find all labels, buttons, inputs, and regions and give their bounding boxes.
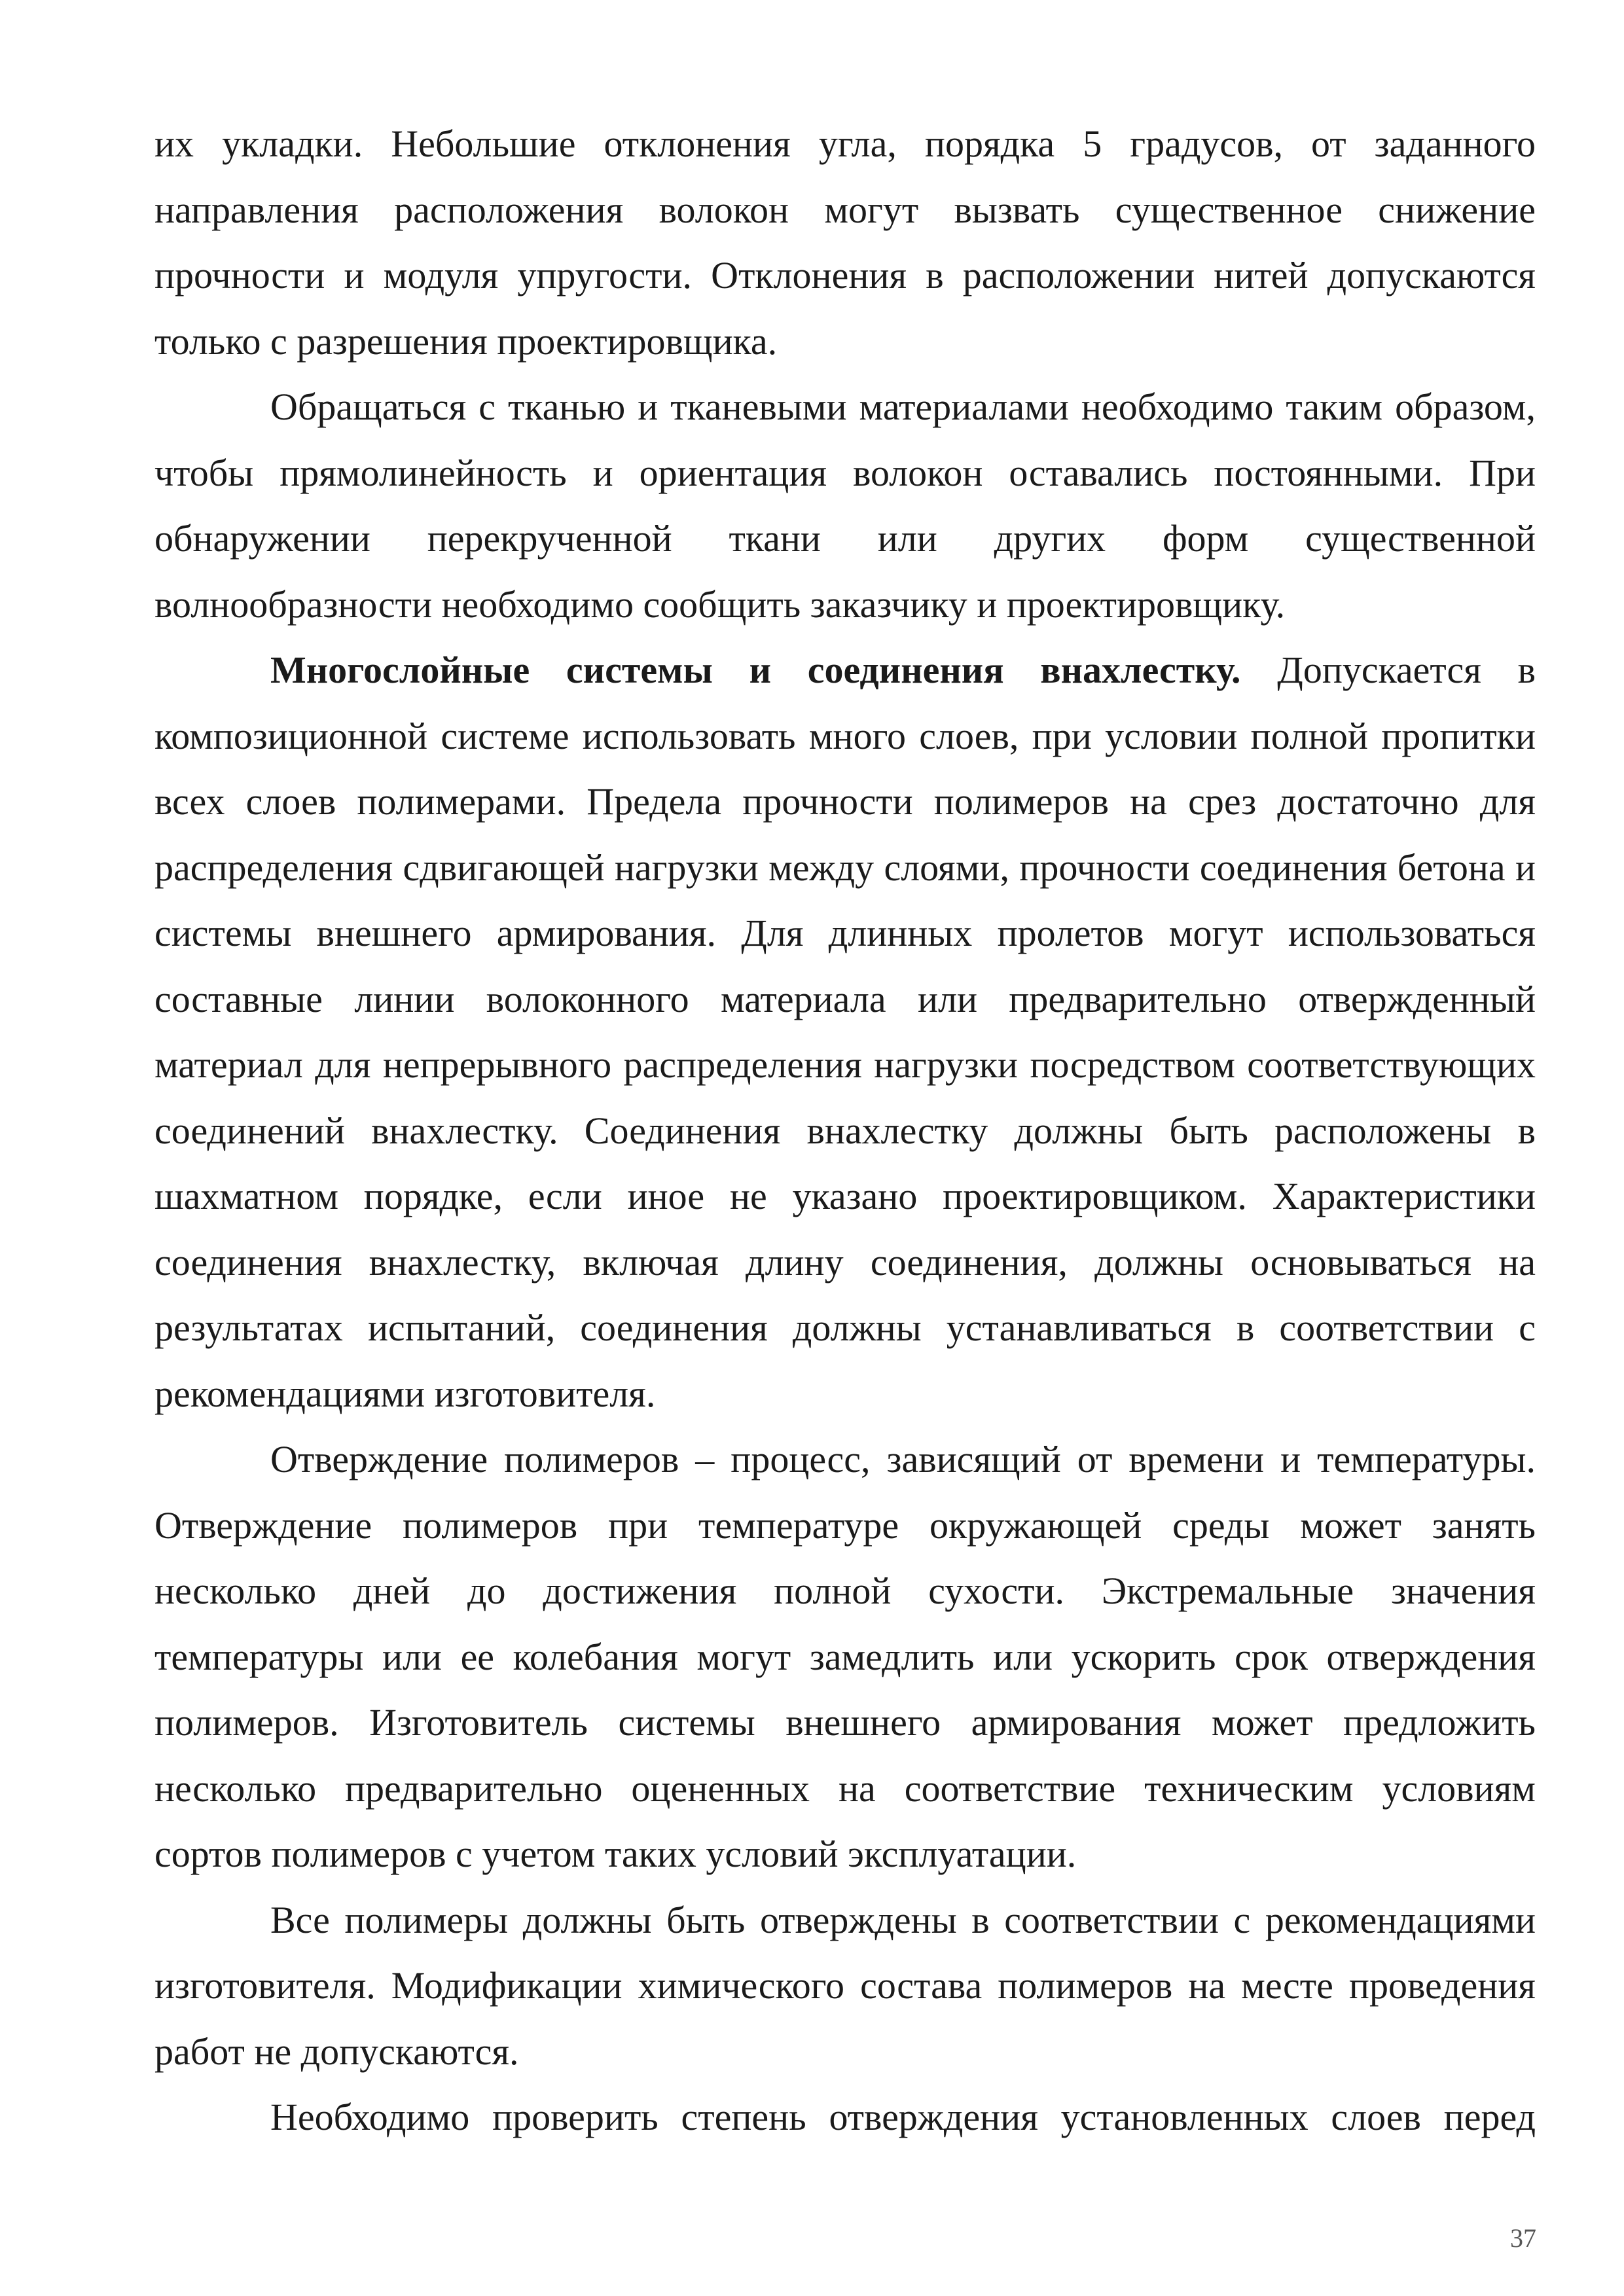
paragraph-text: Допускается в композиционной системе использовать много слоев, при условии полной пропитки всех слоев полимерами. Предела прочности полимеров на срез достаточно для распределения сдвигающей нагрузки между слоями, прочности соединения бетона и системы внешнего армирования. Для длинных пролетов могут использоваться составные линии волоконного материала или предварительно отвержденный материал для непрерывного распределения нагрузки посредством соответствующих соединений внахлестку. Соединения внахлестку должны быть расположены в шахматном порядке, если иное не указано проектировщиком. Характеристики соединения внахлестку, включая длину соединения, должны основываться на результатах испытаний, соединения должны устанавливаться в соответствии с рекомендациями изготовителя.	[154, 649, 1536, 1415]
page-number: 37	[1510, 2223, 1536, 2253]
paragraph-1	[154, 111, 1536, 374]
paragraph-4	[154, 1427, 1536, 1888]
body-text	[154, 111, 1536, 2151]
paragraph-text: Все полимеры должны быть отверждены в соответствии с рекомендациями изготовителя. Модификации химического состава полимеров на месте проведения работ не допускаются.	[154, 1898, 1536, 2073]
paragraph-text: Отверждение полимеров – процесс, зависящий от времени и температуры. Отверждение полимеров при температуре окружающей среды может занять несколько дней до достижения полной сухости. Экстремальные значения температуры или ее колебания могут замедлить или ускорить срок отверждения полимеров. Изготовитель системы внешнего армирования может предложить несколько предварительно оцененных на соответствие техническим условиям сортов полимеров с учетом таких условий эксплуатации.	[154, 1438, 1536, 1875]
paragraph-2	[154, 374, 1536, 637]
paragraph-5	[154, 1888, 1536, 2085]
paragraph-3	[154, 637, 1536, 1427]
paragraph-text: их укладки. Небольшие отклонения угла, порядка 5 градусов, от заданного направления расположения волокон могут вызвать существенное снижение прочности и модуля упругости. Отклонения в расположении нитей допускаются только с разрешения проектировщика.	[154, 122, 1536, 363]
paragraph-6	[154, 2085, 1536, 2151]
paragraph-text: Обращаться с тканью и тканевыми материалами необходимо таким образом, чтобы прямолинейность и ориентация волокон оставались постоянными. При обнаружении перекрученной ткани или других форм существенной волнообразности необходимо сообщить заказчику и проектировщику.	[154, 386, 1536, 626]
paragraph-text: Необходимо проверить степень отверждения установленных слоев перед	[270, 2096, 1536, 2138]
paragraph-heading: Многослойные системы и соединения внахлестку.	[270, 649, 1241, 691]
